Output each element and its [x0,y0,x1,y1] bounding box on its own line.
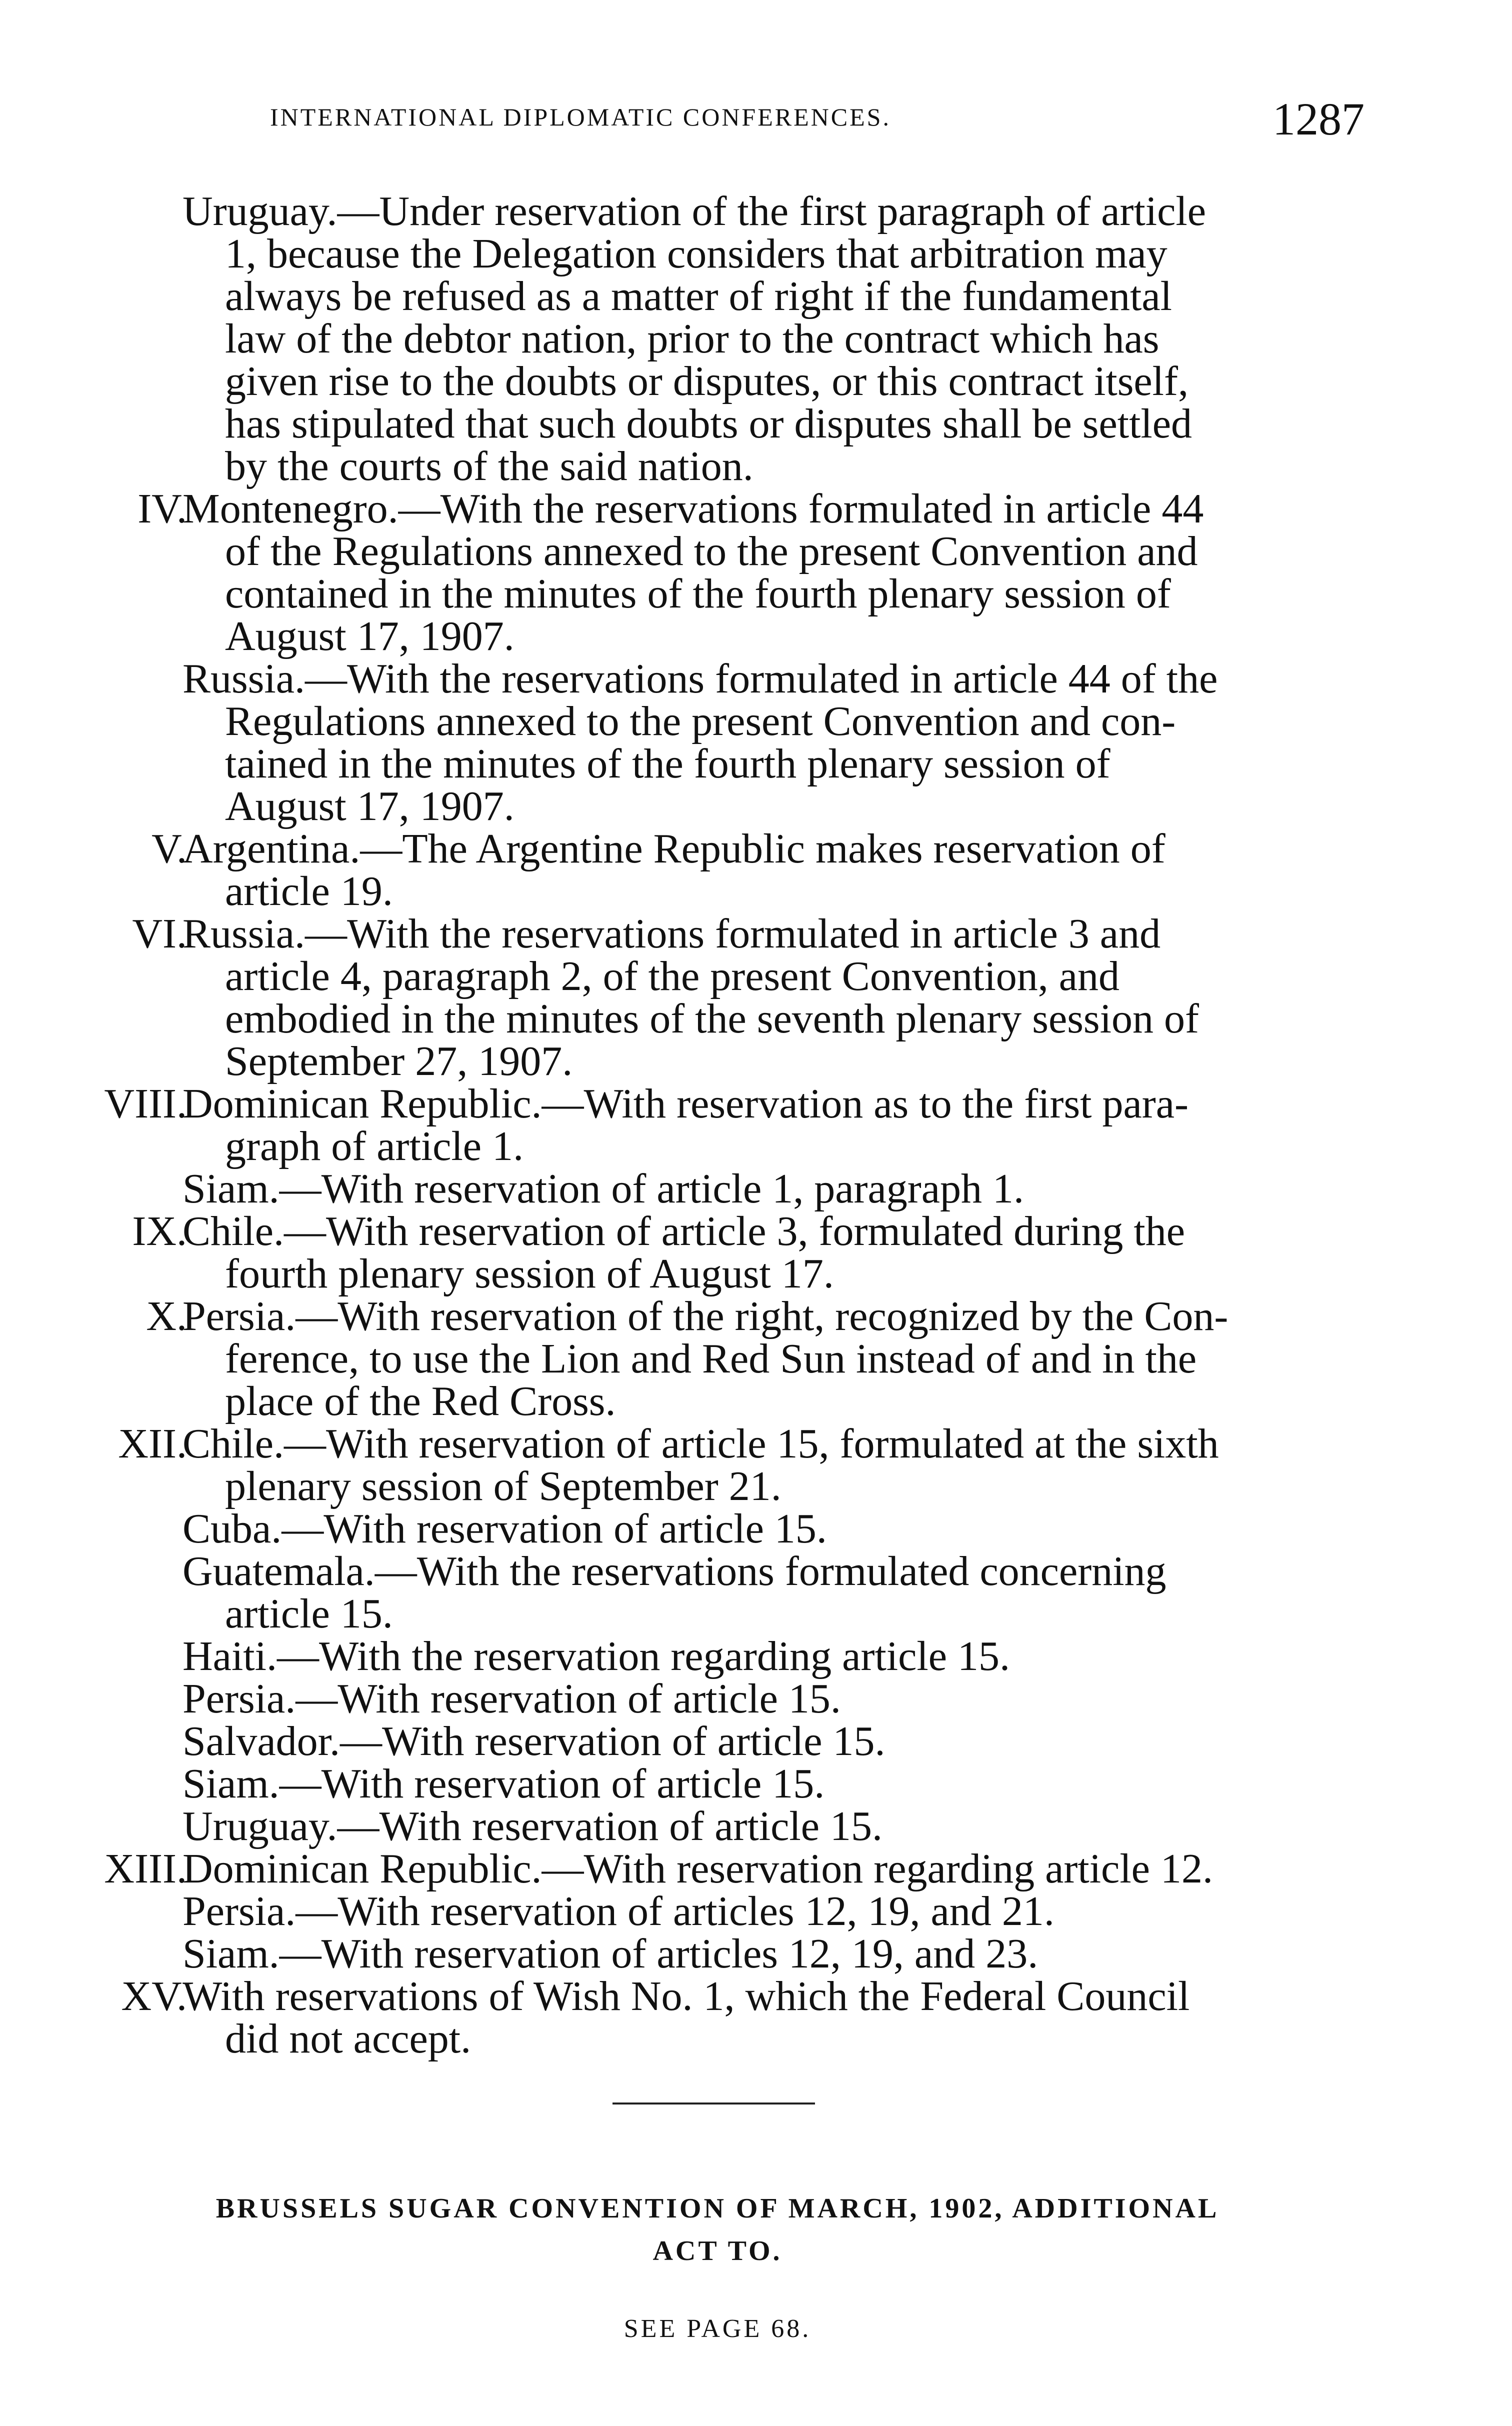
convention-numeral: VIII. [104,1080,187,1127]
convention-numeral: IX. [132,1208,187,1254]
entry-text-line: did not accept. [225,2016,472,2062]
entry-text-line: Uruguay.—With reservation of article 15. [182,1803,883,1850]
reservation-entry [0,1890,1512,1932]
entry-text-line: ference, to use the Lion and Red Sun instead of and in the [225,1336,1197,1382]
entry-text-line: plenary session of September 21. [225,1463,782,1510]
entry-text-line: August 17, 1907. [225,783,514,830]
reservation-entry [0,488,1512,658]
reservation-entry [0,1848,1512,1890]
reservation-entry [0,828,1512,912]
entry-text-line: August 17, 1907. [225,613,514,660]
convention-numeral: VI. [132,910,187,957]
entry-text-line: article 19. [225,868,393,914]
entry-text-line: Uruguay.—Under reservation of the first paragraph of article [182,188,1206,234]
see-page-note: SEE PAGE 68. [624,2314,812,2343]
entry-text-line: law of the debtor nation, prior to the contract which has [225,316,1160,362]
entry-text-line: Cuba.—With reservation of article 15. [182,1506,827,1552]
entry-text-line: Siam.—With reservation of article 15. [182,1760,825,1807]
reservation-entry [0,1508,1512,1550]
entry-text-line: Chile.—With reservation of article 15, formulated at the sixth [182,1420,1219,1467]
reservation-entry [0,1082,1512,1168]
convention-numeral: XII. [118,1420,187,1467]
entry-text-line: graph of article 1. [225,1123,524,1170]
entry-text-line: of the Regulations annexed to the present Convention and [225,528,1198,574]
reservation-entry [0,1295,1512,1422]
entry-text-line: Russia.—With the reservations formulated in article 3 and [182,910,1161,957]
running-header: INTERNATIONAL DIPLOMATIC CONFERENCES. [270,103,891,131]
entry-text-line: given rise to the doubts or disputes, or this contract itself, [225,358,1188,404]
reservation-entry [0,658,1512,828]
convention-numeral: X. [146,1293,187,1340]
reservation-entry [0,1210,1512,1295]
entry-text-line: With reservations of Wish No. 1, which the Federal Council [182,1973,1190,2020]
entry-text-line: Haiti.—With the reservation regarding article 15. [182,1633,1010,1680]
entry-text-line: Regulations annexed to the present Convention and con- [225,698,1176,744]
entry-text-line: Guatemala.—With the reservations formulated concerning [182,1548,1166,1594]
section-divider [612,2102,815,2104]
entry-text-line: Montenegro.—With the reservations formulated in article 44 [182,486,1204,532]
section-title-line-1: BRUSSELS SUGAR CONVENTION OF MARCH, 1902, ADDITIONAL [216,2193,1220,2224]
reservation-entry [0,1762,1512,1805]
convention-numeral: IV. [138,486,187,532]
entry-text-line: embodied in the minutes of the seventh plenary session of [225,996,1199,1042]
section-title [55,2188,1380,2272]
entry-text-line: tained in the minutes of the fourth plenary session of [225,740,1110,787]
section-title-line-2: ACT TO. [652,2236,782,2266]
entry-text-line: fourth plenary session of August 17. [225,1250,834,1297]
convention-numeral: XIII. [104,1846,187,1892]
reservation-entry [0,1805,1512,1848]
entry-text-line: Dominican Republic.—With reservation regarding article 12. [182,1846,1213,1892]
entry-text-line: Russia.—With the reservations formulated in article 44 of the [182,656,1218,702]
entry-text-line: Argentina.—The Argentine Republic makes reservation of [182,826,1166,872]
entry-text-line: place of the Red Cross. [225,1378,616,1424]
reservation-entry [0,1635,1512,1678]
entry-text-line: by the courts of the said nation. [225,443,754,490]
reservation-entry [0,190,1512,488]
reservation-entry [0,1422,1512,1508]
entry-text-line: Siam.—With reservation of articles 12, 19, and 23. [182,1930,1038,1977]
entry-text-line: Siam.—With reservation of article 1, paragraph 1. [182,1166,1024,1212]
reservation-entry [0,1168,1512,1210]
entry-text-line: 1, because the Delegation considers that arbitration may [225,230,1168,277]
reservation-entry [0,912,1512,1082]
reservation-entry [0,1678,1512,1720]
reservations-list [0,190,1512,2060]
entry-text-line: Persia.—With reservation of articles 12, 19, and 21. [182,1888,1054,1934]
entry-text-line: article 15. [225,1590,393,1637]
entry-text-line: Persia.—With reservation of the right, recognized by the Con- [182,1293,1228,1340]
reservation-entry [0,1550,1512,1635]
entry-text-line: article 4, paragraph 2, of the present Convention, and [225,953,1120,1000]
entry-text-line: always be refused as a matter of right if the fundamental [225,273,1172,320]
page-number: 1287 [1272,94,1364,144]
entry-text-line: contained in the minutes of the fourth plenary session of [225,570,1171,617]
entry-text-line: Persia.—With reservation of article 15. [182,1676,841,1722]
entry-text-line: has stipulated that such doubts or disputes shall be settled [225,400,1192,447]
convention-numeral: XV. [121,1973,187,2020]
reservation-entry [0,1720,1512,1762]
entry-text-line: Chile.—With reservation of article 3, formulated during the [182,1208,1186,1254]
convention-numeral: V. [152,826,187,872]
entry-text-line: September 27, 1907. [225,1038,573,1084]
entry-text-line: Salvador.—With reservation of article 15. [182,1718,886,1764]
entry-text-line: Dominican Republic.—With reservation as to the first para- [182,1080,1189,1127]
reservation-entry [0,1932,1512,1975]
reservation-entry [0,1975,1512,2060]
